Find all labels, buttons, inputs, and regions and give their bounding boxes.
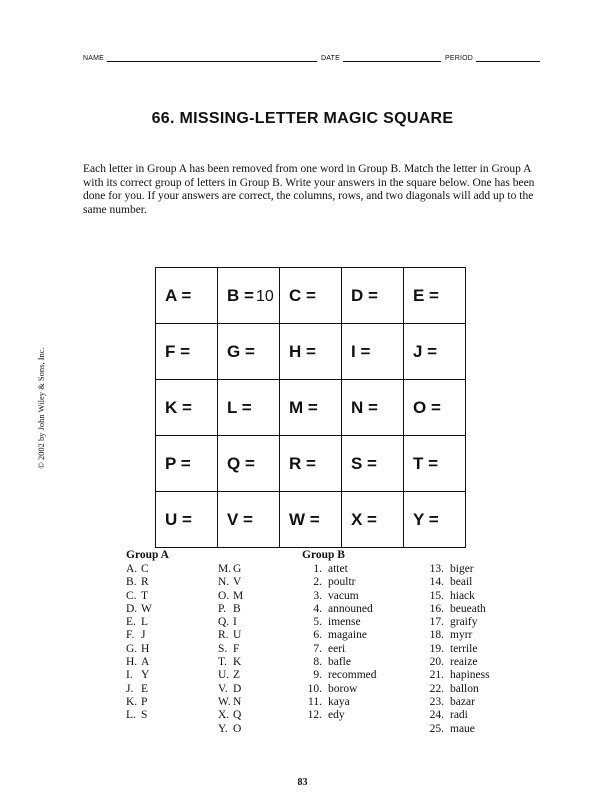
item-key: 18. [429, 629, 444, 642]
item-key: 15. [429, 589, 444, 602]
item-key: V. [218, 682, 228, 695]
item-key: 3. [313, 589, 322, 602]
item-key: 22. [429, 682, 444, 695]
grid-cell[interactable] [404, 436, 466, 492]
grid-cell[interactable] [280, 380, 342, 436]
list-item [218, 616, 243, 629]
list-item [424, 669, 490, 682]
item-key: 24. [429, 709, 444, 722]
item-value: eeri [328, 642, 346, 655]
cell-label: U = [165, 509, 192, 529]
list-item [218, 590, 243, 603]
item-key: G. [126, 642, 138, 655]
grid-cell[interactable] [218, 436, 280, 492]
cell-label: F = [165, 341, 191, 361]
cell-label: C = [289, 285, 316, 305]
item-value: R [141, 576, 149, 589]
cell-label: B = [227, 285, 254, 305]
cell-label: T = [413, 453, 439, 473]
magic-square-grid [155, 267, 466, 548]
cell-label: P = [165, 453, 191, 473]
cell-label: Q = [227, 453, 255, 473]
list-item [302, 563, 377, 576]
item-key: K. [126, 695, 138, 708]
item-value: V [233, 576, 242, 589]
item-value: edy [328, 709, 345, 722]
item-value: reaize [450, 656, 478, 669]
item-value: J [141, 629, 146, 642]
list-item [218, 563, 243, 576]
item-key: 8. [313, 656, 322, 669]
item-key: 11. [308, 695, 322, 708]
item-value: I [233, 616, 237, 629]
item-key: 20. [429, 656, 444, 669]
item-value: biger [450, 563, 474, 575]
item-value: F [233, 642, 240, 655]
item-value: poultr [328, 576, 356, 589]
item-value: M [233, 589, 244, 602]
item-value: recommed [328, 669, 377, 682]
cell-label: G = [227, 341, 255, 361]
item-value: D [233, 682, 242, 695]
item-value: N [233, 695, 242, 708]
item-key: A. [126, 563, 138, 575]
grid-cell[interactable] [404, 380, 466, 436]
group-a-column-1 [126, 563, 152, 723]
list-item [424, 590, 490, 603]
item-key: 25. [429, 722, 444, 735]
grid-cell[interactable] [342, 324, 404, 380]
item-key: P. [218, 602, 226, 615]
grid-row [156, 436, 466, 492]
list-item [424, 696, 490, 709]
item-value: bafle [328, 656, 351, 669]
list-item [126, 629, 152, 642]
copyright-notice: © 2002 by John Wiley & Sons, Inc. [36, 347, 46, 469]
item-value: terrile [450, 642, 478, 655]
grid-cell[interactable] [404, 324, 466, 380]
list-item [302, 669, 377, 682]
list-item [126, 590, 152, 603]
grid-cell[interactable] [156, 324, 218, 380]
cell-label: V = [227, 509, 253, 529]
item-key: H. [126, 656, 138, 669]
item-key: 2. [313, 576, 322, 589]
item-key: 21. [429, 669, 444, 682]
name-label: NAME [83, 55, 105, 62]
cell-label: K = [165, 397, 192, 417]
item-key: 9. [313, 669, 322, 682]
grid-cell[interactable] [218, 492, 280, 548]
item-value: imense [328, 616, 361, 629]
list-item [218, 576, 243, 589]
list-item [126, 576, 152, 589]
list-item [126, 603, 152, 616]
item-key: 14. [429, 576, 444, 589]
item-value: W [141, 602, 152, 615]
grid-cell[interactable] [342, 380, 404, 436]
date-blank[interactable] [343, 53, 441, 62]
cell-label: H = [289, 341, 316, 361]
list-item [424, 656, 490, 669]
list-item [126, 563, 152, 576]
list-item [424, 683, 490, 696]
item-value: Z [233, 669, 241, 682]
group-b-title: Group B [302, 549, 345, 561]
item-key: M. [218, 563, 232, 575]
list-item [218, 629, 243, 642]
grid-cell[interactable] [156, 380, 218, 436]
grid-cell[interactable] [218, 268, 280, 324]
item-key: 17. [429, 616, 444, 629]
item-key: I. [126, 669, 133, 682]
list-item [302, 683, 377, 696]
grid-cell[interactable] [156, 436, 218, 492]
item-key: B. [126, 576, 137, 589]
list-item [218, 723, 243, 736]
cell-label: M = [289, 397, 318, 417]
item-key: 13. [429, 563, 444, 575]
list-item [126, 709, 152, 722]
list-item [424, 576, 490, 589]
list-item [126, 643, 152, 656]
grid-cell[interactable] [218, 380, 280, 436]
item-key: D. [126, 602, 138, 615]
item-value: attet [328, 563, 348, 575]
grid-cell[interactable] [404, 492, 466, 548]
cell-label: L = [227, 397, 252, 417]
item-key: J. [126, 682, 134, 695]
list-item [424, 563, 490, 576]
cell-label: D = [351, 285, 378, 305]
grid-row [156, 268, 466, 324]
cell-label: W = [289, 509, 320, 529]
list-item [302, 603, 377, 616]
grid-row [156, 380, 466, 436]
item-value: hapiness [450, 669, 490, 682]
list-item [302, 643, 377, 656]
item-key: R. [218, 629, 229, 642]
list-item [218, 683, 243, 696]
item-value: K [233, 656, 242, 669]
cell-label: N = [351, 397, 378, 417]
item-key: E. [126, 616, 136, 629]
item-value: bazar [450, 695, 475, 708]
list-item [126, 696, 152, 709]
item-value: S [141, 709, 148, 722]
list-item [126, 669, 152, 682]
cell-label: O = [413, 397, 441, 417]
group-a-title: Group A [126, 549, 169, 561]
date-label: DATE [321, 55, 340, 62]
list-item [424, 709, 490, 722]
list-item [424, 723, 490, 736]
grid-row [156, 324, 466, 380]
item-value: ballon [450, 682, 479, 695]
item-key: 10. [307, 682, 322, 695]
group-b-column-1 [302, 563, 377, 723]
grid-row [156, 492, 466, 548]
cell-label: Y = [413, 509, 439, 529]
grid-cell[interactable] [280, 324, 342, 380]
cell-label: A = [165, 285, 192, 305]
cell-label: E = [413, 285, 439, 305]
item-key: 7. [313, 642, 322, 655]
item-key: Q. [218, 616, 230, 629]
cell-label: R = [289, 453, 316, 473]
item-value: B [233, 602, 241, 615]
list-item [302, 656, 377, 669]
item-key: T. [218, 656, 228, 669]
item-value: Q [233, 709, 242, 722]
list-item [218, 656, 243, 669]
grid-cell[interactable] [342, 492, 404, 548]
item-key: 19. [429, 642, 444, 655]
item-value: C [141, 563, 149, 575]
cell-label: I = [351, 341, 371, 361]
cell-label: J = [413, 341, 438, 361]
item-key: 16. [429, 602, 444, 615]
grid-cell[interactable] [280, 268, 342, 324]
list-item [424, 643, 490, 656]
item-value: E [141, 682, 149, 695]
item-key: N. [218, 576, 230, 589]
list-item [218, 603, 243, 616]
item-value: radi [450, 709, 468, 722]
list-item [302, 616, 377, 629]
item-key: L. [126, 709, 136, 722]
list-item [302, 696, 377, 709]
item-value: maue [450, 722, 475, 735]
item-value: U [233, 629, 242, 642]
list-item [302, 590, 377, 603]
group-a-column-2 [218, 563, 243, 736]
list-item [424, 603, 490, 616]
page-title: 66. MISSING-LETTER MAGIC SQUARE [151, 110, 454, 127]
item-value: O [233, 722, 242, 735]
item-value: A [141, 656, 150, 669]
grid-cell[interactable] [342, 268, 404, 324]
list-item [126, 683, 152, 696]
item-key: 6. [313, 629, 322, 642]
item-value: G [233, 563, 242, 575]
group-b-column-2 [424, 563, 490, 736]
instructions-text: Each letter in Group A has been removed from one word in Group B. Match the letter in Group A with its correct group of letters in Group B. Write your answers in the square below. One has been done for you. If your answers are correct, the columns, rows, and two diagonals will add up to the same number. [83, 163, 535, 216]
list-item [424, 629, 490, 642]
item-key: Y. [218, 722, 228, 735]
item-key: X. [218, 709, 230, 722]
list-item [126, 616, 152, 629]
list-item [218, 669, 243, 682]
item-value: beueath [450, 602, 486, 615]
cell-label: X = [351, 509, 377, 529]
item-key: S. [218, 642, 228, 655]
list-item [302, 709, 377, 722]
item-key: O. [218, 589, 230, 602]
grid-cell[interactable] [404, 268, 466, 324]
grid-cell[interactable] [156, 268, 218, 324]
item-key: U. [218, 669, 230, 682]
list-item [302, 629, 377, 642]
period-blank[interactable] [476, 53, 540, 62]
item-key: C. [126, 589, 137, 602]
item-value: L [141, 616, 149, 629]
item-value: announed [328, 602, 373, 615]
page-number: 83 [297, 777, 308, 788]
item-key: F. [126, 629, 135, 642]
item-key: W. [218, 695, 231, 708]
list-item [302, 576, 377, 589]
item-value: P [141, 695, 148, 708]
grid-cell[interactable] [280, 492, 342, 548]
list-item [218, 643, 243, 656]
name-blank[interactable] [107, 53, 317, 62]
item-key: 5. [313, 616, 322, 629]
item-value: magaine [328, 629, 367, 642]
list-item [424, 616, 490, 629]
item-value: Y [141, 669, 150, 682]
item-value: vacum [328, 589, 359, 602]
list-item [126, 656, 152, 669]
cell-answer: 10 [255, 287, 274, 305]
grid-cell[interactable] [218, 324, 280, 380]
list-item [218, 696, 243, 709]
grid-cell[interactable] [280, 436, 342, 492]
item-key: 23. [429, 695, 444, 708]
item-value: graify [450, 616, 478, 629]
item-key: 1. [313, 563, 322, 575]
cell-label: S = [351, 453, 377, 473]
item-value: kaya [328, 695, 350, 708]
item-value: borow [328, 682, 358, 695]
item-key: 4. [313, 602, 322, 615]
student-info-header [83, 53, 551, 62]
item-value: H [141, 642, 150, 655]
item-value: myrr [450, 629, 473, 642]
item-value: hiack [450, 589, 475, 602]
item-value: T [141, 589, 149, 602]
grid-cell[interactable] [156, 492, 218, 548]
period-label: PERIOD [444, 55, 474, 62]
grid-cell[interactable] [342, 436, 404, 492]
item-value: beail [450, 576, 473, 589]
item-key: 12. [307, 709, 322, 722]
list-item [218, 709, 243, 722]
